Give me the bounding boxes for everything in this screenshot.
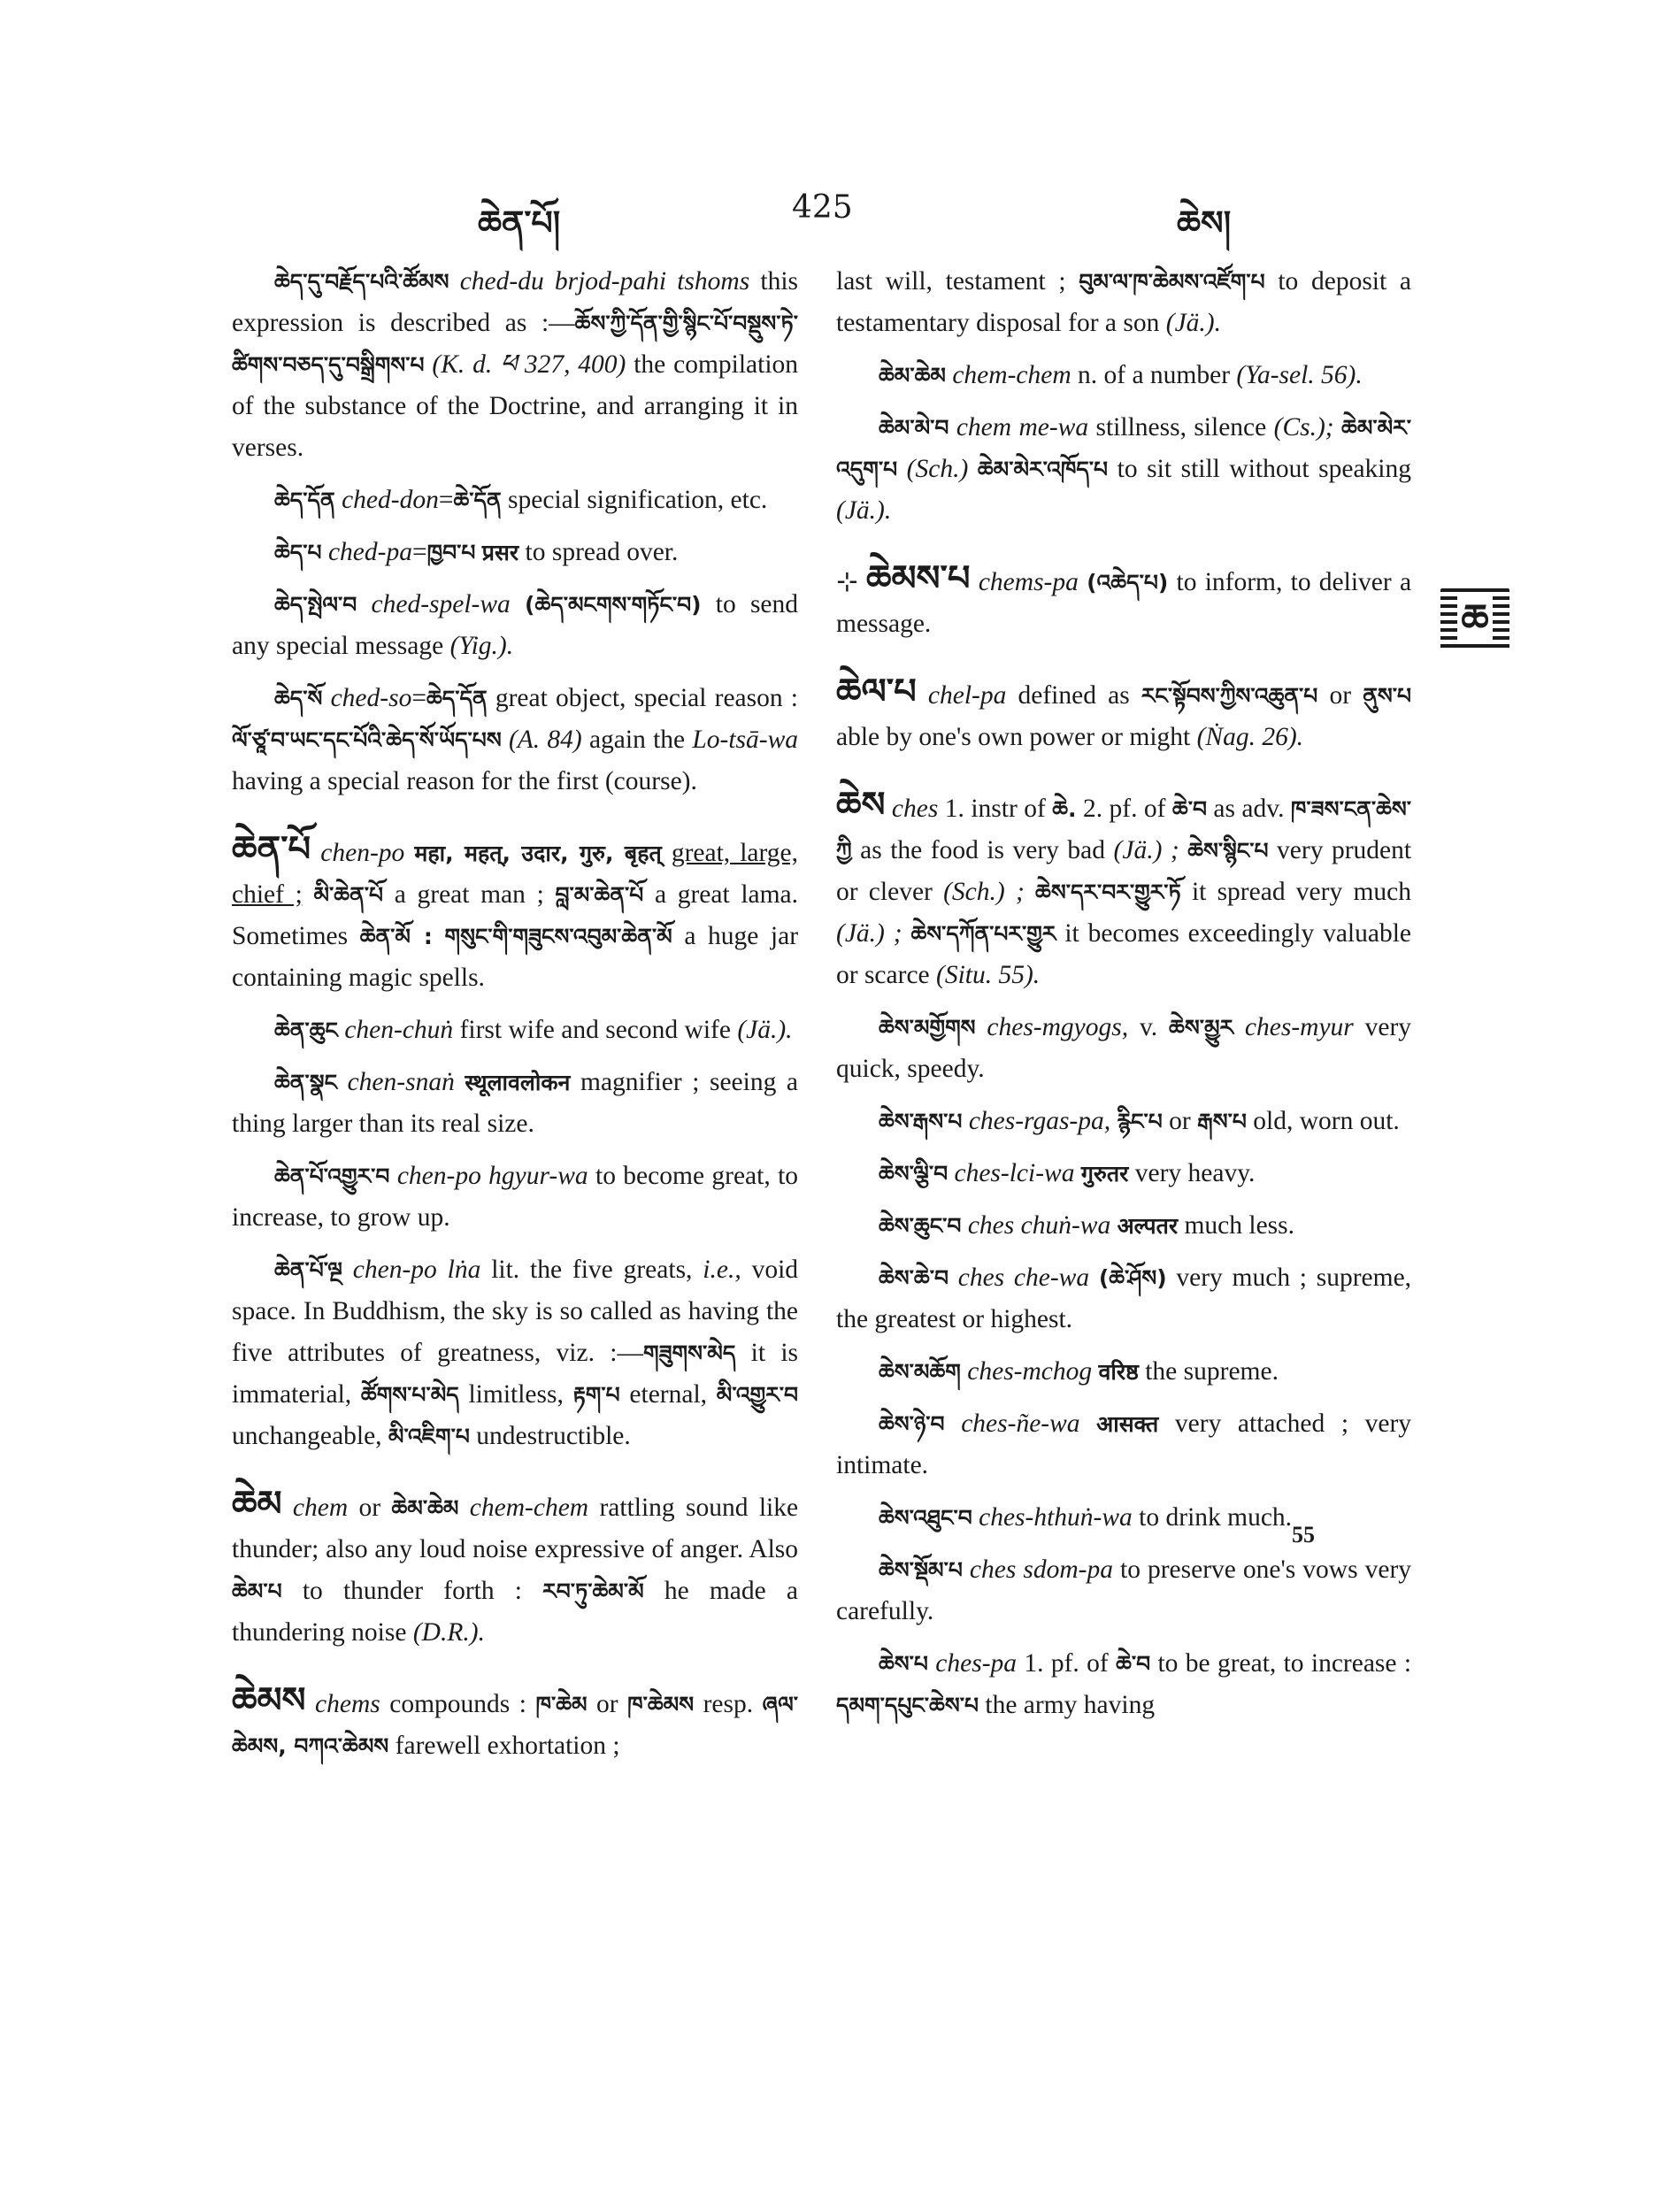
headword-tibetan: ཆེན་པོ: [232, 829, 311, 870]
header-left-headword: ཆེན་པོ།: [478, 203, 561, 242]
entry-chen-po-lna: ཆེན་པོ་ལྔ chen-po lṅa lit. the five greats, i.e., void space. In Buddhism, the sky is so called as having the five attributes of greatness, viz. :—གཟུགས་མེད it is immaterial, ཚོགས་པ་མེད limitless, རྟག་པ eternal, མི་འགྱུར་བ unchangeable, མི་འཇིག་པ undestructible.: [232, 1256, 799, 1450]
page-number: 425: [792, 189, 853, 226]
headword-tibetan: ཆེམ: [232, 1484, 282, 1525]
right-column: [836, 261, 1411, 1737]
entry-chems-pa: ⊹ ཆེམས་པ chems-pa (འཆེད་པ) to inform, to deliver a message.: [836, 558, 1412, 638]
entry-chems: ཆེམས chems compounds : ཁ་ཆེམ or ཁ་ཆེམས resp. ཞལ་ཆེམས, བཀའ་ཆེམས farewell exhortation ;: [232, 1680, 798, 1760]
entry-ches-rgas-pa: ཆེས་རྒས་པ ches-rgas-pa, རྙིང་པ or རྒས་པ old, worn out.: [879, 1107, 1400, 1135]
entry-ches-mgyogs: ཆེས་མགྱོགས ches-mgyogs, v. ཆེས་མྱུར ches-myur very quick, speedy.: [836, 1013, 1412, 1083]
entry-chems-continued: last will, testament ; བུམ་ལ་ཁ་ཆེམས་འཛོག་པ to deposit a testamentary disposal for a son (Jä.).: [836, 267, 1411, 337]
entry-ches-che-wa: ཆེས་ཆེ་བ ches che-wa (ཆེ་ཤོས) very much ; supreme, the greatest or highest.: [836, 1263, 1412, 1333]
running-header: [0, 186, 1659, 242]
entry-ched-don: ཆེད་དོན ched-don=ཆེ་དོན special signification, etc.: [274, 486, 768, 514]
entry-chel-pa: ཆེལ་པ chel-pa defined as རང་སྟོབས་ཀྱིས་འཆུན་པ or ནུས་པ able by one's own power or might (Ṅag. 26).: [836, 672, 1412, 751]
entry-chen-po: ཆེན་པོ chen-po महा, महत्, उदार, गुरु, बृहत् great, large, chief ; མི་ཆེན་པོ a great man ; བླ་མ་ཆེན་པོ a great lama. Sometimes ཆེན་མོ : གསུང་གི་གཟུངས་འབུམ་ཆེན་མོ a huge jar containing magic spells.: [232, 829, 799, 992]
left-column: [232, 261, 798, 1778]
entry-ched-du-brjod: ཆེད་དུ་བརྗོད་པའི་ཚོམས ched-du brjod-pahi tshoms this expression is described as :—ཆོས་ཀྱི་དོན་གྱི་སྙིང་པོ་བསྡུས་ཏེ་ཚིགས་བཅད་དུ་བསྒྲིགས་པ (K. d. ཕ 327, 400) the compilation of the substance of the Doctrine, and arranging it in verses.: [232, 267, 799, 462]
headword-tibetan: ཆེལ་པ: [836, 672, 917, 712]
entry-ched-spel-wa: ཆེད་སྤེལ་བ ched-spel-wa (ཆེད་མངགས་གཏོང་བ) to send any special message (Yig.).: [232, 590, 799, 660]
entry-chen-snan: ཆེན་སྣང chen-snaṅ स्थूलावलोकन magnifier ; seeing a thing larger than its real size.: [232, 1068, 799, 1138]
header-right-headword: ཆེས།: [1177, 203, 1232, 242]
thumb-index-tab: [1440, 588, 1509, 650]
entry-chen-po-hgyur-wa: ཆེན་པོ་འགྱུར་བ chen-po hgyur-wa to become great, to increase, to grow up.: [232, 1162, 799, 1232]
thumb-index-glyph: ཆ: [1457, 596, 1492, 642]
entry-ches-ne-wa: ཆེས་ཉེ་བ ches-ñe-wa आसक्त very attached ; very intimate.: [836, 1409, 1412, 1479]
signature-mark: 55: [1292, 1522, 1315, 1548]
entry-chem-me-wa: ཆེམ་མེ་བ chem me-wa stillness, silence (Cs.); ཆེམ་མེར་འདུག་པ (Sch.) ཆེམ་མེར་འཁོད་པ to sit still without speaking (Jä.).: [836, 413, 1412, 525]
entry-ched-pa: ཆེད་པ ched-pa=ཁྱབ་པ प्रसर to spread over.: [274, 538, 679, 566]
entry-ches-chun-wa: ཆེས་ཆུང་བ ches chuṅ-wa अल्पतर much less.: [879, 1211, 1295, 1240]
entry-ches-lci-wa: ཆེས་ལྕི་བ ches-lci-wa गुरुतर very heavy.: [879, 1159, 1256, 1187]
entry-ches-pa: ཆེས་པ ches-pa 1. pf. of ཆེ་བ to be great, to increase : དམག་དཔུང་ཆེས་པ the army having: [836, 1649, 1412, 1719]
entry-chen-chun: ཆེན་ཆུང chen-chuṅ first wife and second wife (Jä.).: [274, 1016, 793, 1044]
headword-tibetan: ཆེམས་པ: [865, 558, 971, 599]
entry-ches-mchog: ཆེས་མཆོག ches-mchog वरिष्ठ the supreme.: [879, 1357, 1279, 1386]
entry-chem: ཆེམ chem or ཆེམ་ཆེམ chem-chem rattling sound like thunder; also any loud noise expressive of anger. Also ཆེམ་པ to thunder forth : རབ་ཏུ་ཆེམ་མོ he made a thundering noise (D.R.).: [232, 1484, 799, 1647]
headword-tibetan: ཆེམས: [232, 1680, 306, 1721]
entry-ches-hthun-wa: ཆེས་འཐུང་བ ches-hthuṅ-wa to drink much.: [879, 1503, 1293, 1532]
entry-ched-so: ཆེད་སོ ched-so=ཆེད་དོན great object, special reason : ལོ་ཙཱ་བ་ཡང་དང་པོའི་ཆེད་སོ་ཡོད་པས (A. 84) again the Lo-tsā-wa having a special reason for the first (course).: [232, 684, 799, 795]
entry-chem-chem: ཆེམ་ཆེམ chem-chem n. of a number (Ya-sel. 56).: [879, 361, 1363, 389]
entry-ches-sdom-pa: ཆེས་སྡོམ་པ ches sdom-pa to preserve one's vows very carefully.: [836, 1555, 1412, 1625]
entry-ches: ཆེས ches 1. instr of ཆེ. 2. pf. of ཆེ་བ as adv. ཁ་ཟས་ངན་ཆེས་ཀྱི as the food is very bad (Jä.) ; ཆེས་སྙིང་པ very prudent or clever (Sch.) ; ཆེས་དར་བར་གྱུར་ཏོ it spread very much (Jä.) ; ཆེས་དཀོན་པར་གྱུར it becomes exceedingly valuable or scarce (Situ. 55).: [836, 785, 1412, 989]
cross-mark-icon: ⊹: [836, 566, 858, 596]
headword-tibetan: ཆེས: [836, 785, 886, 826]
